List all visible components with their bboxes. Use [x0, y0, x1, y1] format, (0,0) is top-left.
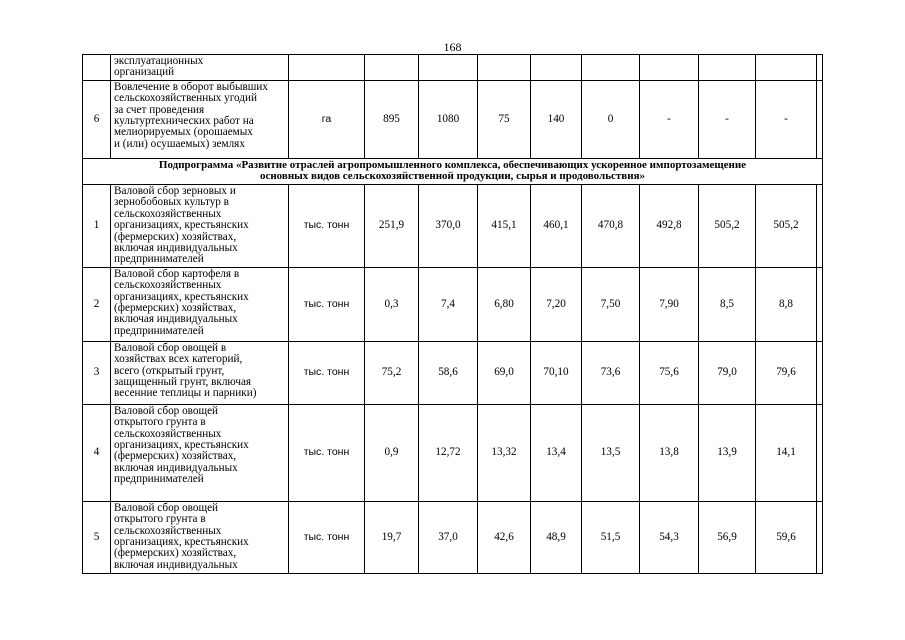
value-cell: 8,8 — [756, 267, 817, 341]
value-cell: 13,5 — [582, 404, 640, 501]
value-cell: 56,9 — [699, 501, 756, 573]
value-cell: 1080 — [419, 80, 478, 158]
value-cell — [817, 341, 823, 404]
indicator-name-line: Валовой сбор овощей — [114, 501, 219, 514]
value-cell: - — [640, 80, 699, 158]
value-cell: 75,2 — [365, 341, 419, 404]
indicator-name-line: сельскохозяйственных — [114, 427, 222, 440]
value-cell — [699, 55, 756, 81]
indicator-name-line: предпринимателей — [114, 253, 204, 266]
value-cell — [419, 55, 478, 81]
value-cell: 37,0 — [419, 501, 478, 573]
indicator-name-line: (фермерских) хозяйствах, — [114, 302, 237, 315]
row-number: 1 — [83, 185, 111, 268]
indicator-name-line: организациях, крестьянских — [114, 219, 249, 232]
value-cell — [817, 501, 823, 573]
value-cell: 7,4 — [419, 267, 478, 341]
value-cell — [365, 55, 419, 81]
indicator-name — [111, 55, 289, 81]
indicator-name-line: Валовой сбор зерновых и — [114, 185, 236, 197]
value-cell: 470,8 — [582, 185, 640, 268]
value-cell: - — [699, 80, 756, 158]
table-row — [83, 341, 823, 404]
value-cell — [817, 404, 823, 501]
value-cell: 0,3 — [365, 267, 419, 341]
indicator-name-line: и (или) осушаемых) землях — [114, 137, 245, 150]
indicator-name-line: включая индивидуальных — [114, 558, 238, 571]
value-cell: 13,8 — [640, 404, 699, 501]
row-number — [83, 55, 111, 81]
value-cell — [817, 80, 823, 158]
value-cell: 460,1 — [531, 185, 582, 268]
indicator-name-line: Валовой сбор овощей в — [114, 341, 227, 354]
indicator-name-line: культуртехнических работ на — [114, 115, 254, 128]
indicator-name-line: (фермерских) хозяйствах, — [114, 230, 237, 243]
value-cell: 73,6 — [582, 341, 640, 404]
value-cell: 140 — [531, 80, 582, 158]
value-cell: 12,72 — [419, 404, 478, 501]
row-number: 5 — [83, 501, 111, 573]
indicator-name-line: защищенный грунт, включая — [114, 376, 252, 389]
indicator-name-line: мелиорируемых (орошаемых — [114, 126, 253, 139]
table-row — [83, 185, 823, 268]
value-cell: 0 — [582, 80, 640, 158]
value-cell: 13,9 — [699, 404, 756, 501]
unit-cell: тыс. тонн — [289, 267, 365, 341]
indicator-name-line: включая индивидуальных — [114, 313, 238, 326]
row-number: 6 — [83, 80, 111, 158]
indicator-name-line: предпринимателей — [114, 324, 204, 337]
value-cell: 505,2 — [756, 185, 817, 268]
value-cell: 8,5 — [699, 267, 756, 341]
indicator-name-line: сельскохозяйственных — [114, 524, 222, 537]
value-cell — [640, 55, 699, 81]
page-number: 168 — [443, 40, 462, 54]
value-cell: 13,4 — [531, 404, 582, 501]
value-cell: 70,10 — [531, 341, 582, 404]
value-cell: 492,8 — [640, 185, 699, 268]
value-cell: 69,0 — [478, 341, 531, 404]
value-cell — [582, 55, 640, 81]
table-row — [83, 80, 823, 158]
value-cell — [817, 267, 823, 341]
value-cell: 59,6 — [756, 501, 817, 573]
indicator-name — [111, 501, 289, 573]
value-cell — [817, 185, 823, 268]
indicator-name-line: сельскохозяйственных — [114, 279, 222, 292]
row-number: 4 — [83, 404, 111, 501]
value-cell: 75 — [478, 80, 531, 158]
value-cell: 7,20 — [531, 267, 582, 341]
row-number: 2 — [83, 267, 111, 341]
unit-cell: тыс. тонн — [289, 501, 365, 573]
unit-cell: тыс. тонн — [289, 341, 365, 404]
value-cell: 895 — [365, 80, 419, 158]
value-cell — [817, 55, 823, 81]
indicator-name-line: всего (открытый грунт, — [114, 364, 225, 377]
indicator-name-line: Валовой сбор картофеля в — [114, 267, 240, 280]
indicator-name-line: сельскохозяйственных угодий — [114, 92, 257, 105]
value-cell: 0,9 — [365, 404, 419, 501]
indicator-name-line: за счет проведения — [114, 103, 205, 116]
subprogram-header-row — [83, 158, 823, 184]
subprogram-title-line: основных видов сельскохозяйственной продукции, сырья и продовольствия» — [259, 170, 646, 183]
indicator-name-line: Валовой сбор овощей — [114, 404, 219, 417]
table-body — [83, 55, 823, 574]
indicator-name-line: сельскохозяйственных — [114, 207, 222, 220]
value-cell — [478, 55, 531, 81]
value-cell: 13,32 — [478, 404, 531, 501]
value-cell: 14,1 — [756, 404, 817, 501]
value-cell: - — [756, 80, 817, 158]
row-number: 3 — [83, 341, 111, 404]
indicator-name-line: включая индивидуальных — [114, 242, 238, 255]
table-row — [83, 267, 823, 341]
indicator-name — [111, 80, 289, 158]
unit-cell: тыс. тонн — [289, 404, 365, 501]
indicator-name-line: (фермерских) хозяйствах, — [114, 547, 237, 560]
table-row — [83, 404, 823, 501]
value-cell: 370,0 — [419, 185, 478, 268]
value-cell: 42,6 — [478, 501, 531, 573]
indicators-table — [82, 54, 823, 574]
indicator-name-line: включая индивидуальных — [114, 461, 238, 474]
value-cell: 79,6 — [756, 341, 817, 404]
unit-cell — [289, 55, 365, 81]
indicator-name — [111, 404, 289, 501]
indicator-name — [111, 341, 289, 404]
indicator-name-line: организациях, крестьянских — [114, 439, 249, 452]
subprogram-title — [83, 158, 823, 184]
value-cell: 48,9 — [531, 501, 582, 573]
value-cell: 7,50 — [582, 267, 640, 341]
indicator-name — [111, 267, 289, 341]
value-cell: 19,7 — [365, 501, 419, 573]
indicator-name-line: хозяйствах всех категорий, — [114, 353, 243, 366]
indicator-name-line: Вовлечение в оборот выбывших — [114, 80, 268, 93]
value-cell: 58,6 — [419, 341, 478, 404]
value-cell: 415,1 — [478, 185, 531, 268]
value-cell: 7,90 — [640, 267, 699, 341]
indicator-name-line: организаций — [114, 66, 175, 79]
indicator-name-line: эксплуатационных — [114, 55, 204, 67]
indicator-name-line: предпринимателей — [114, 473, 204, 486]
value-cell: 505,2 — [699, 185, 756, 268]
table-row — [83, 55, 823, 81]
value-cell: 79,0 — [699, 341, 756, 404]
indicator-name-line: организациях, крестьянских — [114, 290, 249, 303]
value-cell: 251,9 — [365, 185, 419, 268]
indicator-name-line: открытого грунта в — [114, 513, 206, 526]
value-cell: 6,80 — [478, 267, 531, 341]
value-cell: 54,3 — [640, 501, 699, 573]
indicator-name-line: (фермерских) хозяйствах, — [114, 450, 237, 463]
unit-cell: тыс. тонн — [289, 185, 365, 268]
indicator-name-line: зернобобовых культур в — [114, 196, 229, 209]
value-cell: 51,5 — [582, 501, 640, 573]
subprogram-title-line: Подпрограмма «Развитие отраслей агропромышленного комплекса, обеспечивающих ускоренное импортозамещение — [158, 158, 747, 171]
indicator-name — [111, 185, 289, 268]
unit-cell: га — [289, 80, 365, 158]
indicator-name-line: организациях, крестьянских — [114, 536, 249, 549]
value-cell — [756, 55, 817, 81]
value-cell — [531, 55, 582, 81]
indicator-name-line: открытого грунта в — [114, 416, 206, 429]
value-cell: 75,6 — [640, 341, 699, 404]
table-row — [83, 501, 823, 573]
indicator-name-line: весенние теплицы и парники) — [114, 387, 257, 400]
